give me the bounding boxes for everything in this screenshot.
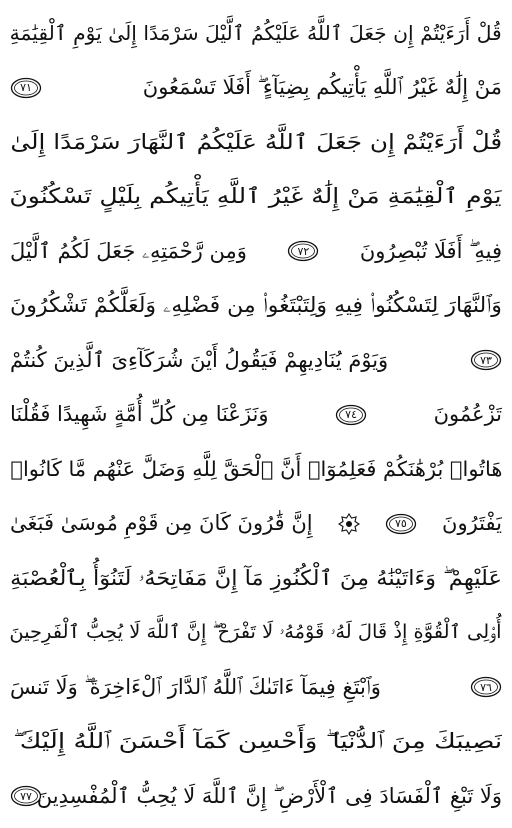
text-line — [10, 333, 502, 388]
ayah-number-marker — [287, 240, 319, 262]
text-line — [10, 115, 502, 170]
verse-text: عَلَيْهِمْ ۖ وَءَاتَيْنَٰهُ مِنَ ٱلْكُنُوزِ مَآ إِنَّ مَفَاتِحَهُۥ لَتَنُوٓأُ بِٱلْعُصْبَةِ — [10, 565, 502, 590]
verse-text: قُلْ أَرَءَيْتُمْ إِن جَعَلَ ٱللَّهُ عَلَيْكُمُ ٱلَّيْلَ سَرْمَدًا إِلَىٰ يَوْمِ ٱلْقِيَٰمَةِ — [10, 21, 502, 46]
verse-text: أُو۟لِى ٱلْقُوَّةِ إِذْ قَالَ لَهُۥ قَوْمُهُۥ لَا تَفْرَحْ ۖ إِنَّ ٱللَّهَ لَا يُحِبُّ ٱلْفَرِحِينَ — [10, 621, 502, 644]
verse-text: قُلْ أَرَءَيْتُمْ إِن جَعَلَ ٱللَّهُ عَلَيْكُمُ ٱلنَّهَارَ سَرْمَدًا إِلَىٰ — [10, 129, 502, 154]
verse-text: وَٱبْتَغِ فِيمَآ ءَاتَىٰكَ ٱللَّهُ ٱلدَّارَ ٱلْءَاخِرَةَ ۖ وَلَا تَنسَ — [10, 674, 381, 699]
ayah-number: ٧١ — [20, 81, 32, 95]
verse-text: يَفْتَرُونَ — [442, 511, 502, 536]
verse-text: هَاتُوا۟ بُرْهَٰنَكُمْ فَعَلِمُوٓا۟ أَنَّ ٱلْحَقَّ لِلَّهِ وَضَلَّ عَنْهُم مَّا كَانُوا۟ — [10, 457, 502, 481]
text-line — [10, 6, 502, 61]
text-line — [10, 61, 502, 116]
text-line — [10, 170, 502, 225]
ayah-number: ٧٤ — [345, 408, 357, 422]
hizb-quarter-icon — [338, 513, 360, 535]
verse-text: وَيَوْمَ يُنَادِيهِمْ فَيَقُولُ أَيْنَ شُرَكَآءِىَ ٱلَّذِينَ كُنتُمْ — [10, 347, 389, 372]
text-line — [10, 224, 502, 279]
verse-text: نَصِيبَكَ مِنَ ٱلدُّنْيَا ۖ وَأَحْسِن كَمَآ أَحْسَنَ ٱللَّهُ إِلَيْكَ ۖ — [13, 729, 502, 754]
ayah-number-marker — [470, 349, 502, 371]
verse-text: وَٱلنَّهَارَ لِتَسْكُنُوا۟ فِيهِ وَلِتَبْتَغُوا۟ مِن فَضْلِهِۦ وَلَعَلَّكُمْ تَشْكُرُونَ — [10, 293, 502, 318]
text-line — [10, 279, 502, 334]
text-line — [10, 551, 502, 606]
verse-text: وَنَزَعْنَا مِن كُلِّ أُمَّةٍ شَهِيدًا فَقُلْنَا — [10, 402, 269, 427]
text-line — [10, 606, 502, 661]
ayah-number: ٧٧ — [20, 789, 32, 803]
verse-text: إِنَّ قَٰرُونَ كَانَ مِن قَوْمِ مُوسَىٰ فَبَغَىٰ — [10, 511, 313, 536]
text-line — [10, 660, 502, 715]
verse-text: يَوْمِ ٱلْقِيَٰمَةِ مَنْ إِلَٰهٌ غَيْرُ ٱللَّهِ يَأْتِيكُم بِلَيْلٍ تَسْكُنُونَ — [10, 184, 502, 209]
ayah-number-marker — [335, 404, 367, 426]
text-line — [10, 769, 502, 824]
ayah-number: ٧٣ — [480, 353, 492, 367]
verse-text: وَمِن رَّحْمَتِهِۦ جَعَلَ لَكُمُ ٱلَّيْلَ — [10, 238, 247, 263]
ayah-number-marker — [470, 676, 502, 698]
text-line — [10, 388, 502, 443]
text-line — [10, 497, 502, 552]
text-line — [10, 442, 502, 497]
ayah-number: ٧٥ — [395, 517, 407, 531]
ayah-number-marker — [10, 785, 37, 807]
ayah-number-marker — [385, 513, 417, 535]
ayah-number: ٧٦ — [480, 680, 492, 694]
verse-text: فِيهِ ۖ أَفَلَا تُبْصِرُونَ — [359, 238, 502, 263]
verse-text: تَزْعُمُونَ — [433, 402, 502, 427]
verse-text: وَلَا تَبْغِ ٱلْفَسَادَ فِى ٱلْأَرْضِ ۖ إِنَّ ٱللَّهَ لَا يُحِبُّ ٱلْمُفْسِدِينَ — [36, 783, 502, 808]
ayah-number: ٧٢ — [297, 244, 310, 258]
ayah-number-marker — [10, 77, 42, 99]
text-line — [10, 715, 502, 770]
verse-text: مَنْ إِلَٰهٌ غَيْرُ ٱللَّهِ يَأْتِيكُم بِضِيَآءٍ ۖ أَفَلَا تَسْمَعُونَ — [142, 75, 502, 100]
